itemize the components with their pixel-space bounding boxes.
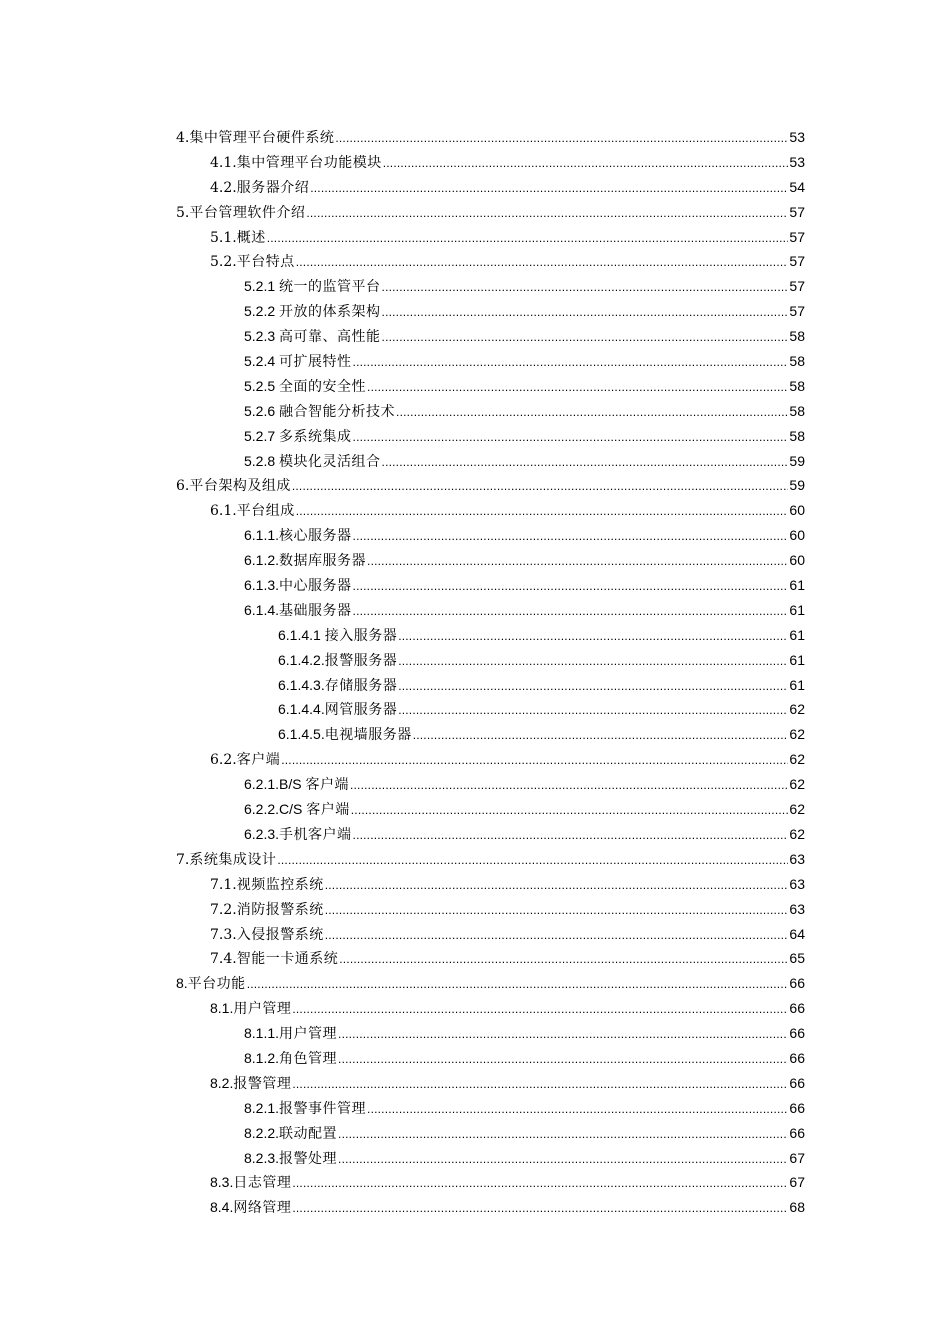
toc-entry[interactable] (0, 274, 950, 299)
toc-entry-page: 58 (789, 427, 805, 444)
toc-entry-page: 60 (789, 502, 805, 519)
toc-entry-number: 8.1.2. (244, 1049, 280, 1066)
toc-entry[interactable] (0, 225, 950, 250)
toc-dot-leader (383, 151, 789, 176)
toc-entry[interactable] (0, 922, 950, 947)
toc-entry[interactable] (0, 175, 950, 200)
toc-dot-leader (292, 1072, 788, 1097)
toc-entry-title: 存储服务器 (324, 677, 398, 694)
toc-entry-title: 报警管理 (233, 1075, 292, 1092)
toc-dot-leader (292, 1171, 788, 1196)
toc-entry-number: 4. (176, 130, 190, 146)
toc-dot-leader (338, 1122, 788, 1147)
toc-entry-title: 智能一卡通系统 (236, 951, 339, 968)
toc-entry[interactable] (0, 299, 950, 324)
toc-entry-title: 手机客户端 (279, 826, 352, 843)
toc-entry-number: 7. (176, 851, 190, 868)
toc-dot-leader (367, 549, 788, 574)
toc-dot-leader (367, 375, 788, 400)
toc-entry[interactable] (0, 200, 950, 225)
toc-entry[interactable] (0, 1021, 950, 1046)
toc-entry-number: 5. (176, 204, 190, 221)
toc-entry[interactable] (0, 1046, 950, 1071)
toc-entry-number: 6. (176, 478, 190, 495)
toc-entry-number: 5.2.1 (244, 278, 280, 295)
toc-entry-page: 54 (789, 178, 805, 195)
toc-entry-title: 报警处理 (279, 1150, 338, 1167)
toc-entry-page: 67 (789, 1174, 805, 1191)
table-of-contents (0, 125, 950, 1220)
toc-entry[interactable] (0, 872, 950, 897)
toc-dot-leader (413, 723, 789, 748)
toc-entry[interactable] (0, 349, 950, 374)
toc-entry[interactable] (0, 523, 950, 548)
toc-entry-page: 61 (789, 601, 805, 618)
toc-entry-page: 66 (789, 1074, 805, 1091)
toc-entry-title: 平台组成 (236, 503, 295, 520)
toc-entry-title: 融合智能分析技术 (279, 403, 396, 420)
toc-entry[interactable] (0, 1096, 950, 1121)
toc-entry-number: 6.2.1.B/S (244, 776, 306, 793)
toc-dot-leader (382, 450, 789, 475)
toc-entry[interactable] (0, 847, 950, 872)
toc-dot-leader (338, 1047, 788, 1072)
toc-dot-leader (339, 947, 788, 972)
toc-entry-page: 60 (789, 527, 805, 544)
toc-entry-title: 核心服务器 (279, 528, 352, 545)
toc-entry-page: 66 (789, 1025, 805, 1042)
toc-entry-number: 6.1.4. (244, 601, 280, 618)
toc-entry-number: 6.2.3. (244, 825, 280, 842)
toc-entry-title: 数据库服务器 (279, 553, 367, 570)
toc-dot-leader (353, 599, 789, 624)
toc-entry-title: 平台特点 (236, 254, 295, 271)
toc-entry-number: 8.3. (210, 1174, 234, 1191)
toc-entry[interactable] (0, 747, 950, 772)
toc-entry-page: 65 (789, 950, 805, 967)
toc-dot-leader (350, 773, 788, 798)
toc-entry-number: 7.2. (210, 901, 237, 918)
toc-entry[interactable] (0, 473, 950, 498)
toc-entry-number: 6.2.2.C/S (244, 801, 307, 818)
toc-entry-title: 视频监控系统 (236, 876, 324, 893)
toc-entry-number: 5.2.3 (244, 328, 280, 345)
toc-entry-number: 5.2.6 (244, 402, 280, 419)
toc-entry-page: 62 (789, 751, 805, 768)
toc-entry-page: 58 (789, 328, 805, 345)
toc-entry[interactable] (0, 797, 950, 822)
toc-entry-page: 62 (789, 801, 805, 818)
toc-dot-leader (267, 226, 789, 251)
toc-entry-page: 66 (789, 975, 805, 992)
toc-entry-page: 57 (789, 228, 805, 245)
toc-dot-leader (296, 499, 789, 524)
toc-dot-leader (277, 848, 788, 873)
toc-dot-leader (396, 400, 788, 425)
toc-entry-title: 中心服务器 (279, 578, 352, 595)
toc-entry-number: 5.1. (210, 229, 237, 246)
toc-entry-number: 4.1. (210, 154, 237, 171)
toc-entry-title: 消防报警系统 (236, 901, 324, 918)
toc-entry[interactable] (0, 573, 950, 598)
toc-dot-leader (398, 674, 788, 699)
toc-entry-title: 网管服务器 (324, 702, 398, 719)
toc-dot-leader (325, 898, 789, 923)
toc-entry[interactable] (0, 449, 950, 474)
toc-entry-number: 7.3. (210, 926, 237, 943)
toc-entry[interactable] (0, 1071, 950, 1096)
toc-dot-leader (292, 474, 789, 499)
toc-entry-number: 7.1. (210, 876, 237, 893)
toc-entry-page: 58 (789, 377, 805, 394)
toc-dot-leader (353, 574, 789, 599)
toc-entry[interactable] (0, 324, 950, 349)
toc-entry-page: 57 (789, 253, 805, 270)
toc-entry-number: 6.1.4.5. (278, 726, 325, 743)
toc-entry-title: 报警服务器 (324, 652, 398, 669)
toc-entry-title: 客户端 (236, 752, 281, 769)
toc-entry-number: 6.1.4.2. (278, 651, 325, 668)
toc-dot-leader (367, 1097, 788, 1122)
toc-entry-page: 60 (789, 552, 805, 569)
toc-entry[interactable] (0, 1195, 950, 1220)
toc-entry-page: 61 (789, 651, 805, 668)
toc-entry-title: 统一的监管平台 (279, 279, 381, 296)
toc-dot-leader (353, 524, 789, 549)
toc-entry-page: 57 (789, 278, 805, 295)
toc-dot-leader (247, 972, 789, 997)
toc-entry[interactable] (0, 1121, 950, 1146)
toc-entry-title: 入侵报警系统 (236, 926, 324, 943)
toc-entry-number: 5.2.4 (244, 353, 280, 370)
toc-entry-title: 概述 (236, 229, 266, 246)
toc-entry-page: 67 (789, 1149, 805, 1166)
toc-entry-number: 4.2. (210, 179, 237, 196)
toc-entry-number: 8.2. (210, 1074, 234, 1091)
toc-dot-leader (382, 325, 789, 350)
toc-entry-title: 用户管理 (279, 1026, 338, 1043)
toc-dot-leader (292, 997, 788, 1022)
toc-entry-page: 66 (789, 1099, 805, 1116)
toc-entry-page: 64 (789, 925, 805, 942)
toc-entry-page: 58 (789, 402, 805, 419)
toc-entry-number: 8. (176, 975, 188, 992)
toc-entry-number: 5.2.8 (244, 452, 280, 469)
toc-entry-title: 系统集成设计 (189, 851, 277, 868)
toc-entry[interactable] (0, 598, 950, 623)
toc-entry-title: 开放的体系架构 (279, 304, 381, 321)
toc-entry-page: 68 (789, 1199, 805, 1216)
toc-entry-title: 多系统集成 (279, 428, 352, 445)
toc-entry-page: 63 (789, 900, 805, 917)
toc-entry-title: 基础服务器 (279, 602, 352, 619)
toc-entry-title: 网络管理 (233, 1200, 292, 1217)
toc-entry[interactable] (0, 249, 950, 274)
toc-entry[interactable] (0, 722, 950, 747)
toc-entry-title: 客户端 (306, 802, 350, 819)
toc-entry[interactable] (0, 125, 950, 150)
toc-entry-page: 61 (789, 676, 805, 693)
toc-entry[interactable] (0, 996, 950, 1021)
toc-dot-leader (338, 1022, 788, 1047)
toc-entry-number: 6.1. (210, 503, 237, 520)
toc-dot-leader (351, 798, 789, 823)
toc-entry-title: 用户管理 (233, 1001, 292, 1018)
toc-entry-page: 61 (789, 626, 805, 643)
toc-entry-number: 8.2.3. (244, 1149, 280, 1166)
toc-entry-number: 5.2.2 (244, 303, 280, 320)
toc-dot-leader (382, 300, 789, 325)
toc-entry-number: 8.1. (210, 1000, 234, 1017)
toc-entry-page: 62 (789, 726, 805, 743)
toc-dot-leader (382, 275, 789, 300)
toc-entry-number: 8.4. (210, 1199, 234, 1216)
toc-entry[interactable] (0, 673, 950, 698)
toc-entry[interactable] (0, 150, 950, 175)
toc-entry[interactable] (0, 971, 950, 996)
toc-entry-page: 66 (789, 1124, 805, 1141)
toc-entry-page: 57 (789, 203, 805, 220)
toc-dot-leader (281, 748, 788, 773)
toc-entry-page: 63 (789, 875, 805, 892)
toc-entry-page: 53 (789, 153, 805, 170)
toc-entry-title: 角色管理 (279, 1050, 338, 1067)
toc-dot-leader (398, 624, 788, 649)
toc-dot-leader (398, 698, 788, 723)
toc-entry-page: 62 (789, 825, 805, 842)
toc-entry-title: 集中管理平台功能模块 (236, 154, 382, 171)
toc-entry[interactable] (0, 822, 950, 847)
toc-entry[interactable] (0, 424, 950, 449)
toc-entry[interactable] (0, 498, 950, 523)
toc-entry-number: 6.1.3. (244, 577, 280, 594)
toc-entry-number: 8.2.2. (244, 1124, 280, 1141)
toc-entry-title: 可扩展特性 (279, 354, 352, 371)
toc-dot-leader (325, 923, 789, 948)
toc-dot-leader (338, 1147, 788, 1172)
toc-entry[interactable] (0, 399, 950, 424)
toc-entry[interactable] (0, 772, 950, 797)
toc-entry-title: 接入服务器 (324, 627, 398, 644)
toc-entry-number: 6.1.4.3. (278, 676, 325, 693)
toc-entry-number: 6.1.1. (244, 527, 280, 544)
toc-entry-number: 6.1.4.1 (278, 626, 325, 643)
toc-entry-page: 57 (789, 303, 805, 320)
toc-entry-page: 62 (789, 776, 805, 793)
toc-entry-number: 8.1.1. (244, 1025, 280, 1042)
toc-dot-leader (292, 1196, 788, 1221)
toc-dot-leader (398, 649, 788, 674)
toc-dot-leader (310, 176, 788, 201)
toc-entry-title: 平台架构及组成 (189, 478, 291, 495)
toc-entry-page: 61 (789, 577, 805, 594)
toc-entry-number: 8.2.1. (244, 1099, 280, 1116)
toc-dot-leader (353, 425, 789, 450)
toc-entry-title: 报警事件管理 (279, 1100, 367, 1117)
toc-entry[interactable] (0, 1170, 950, 1195)
toc-entry-number: 6.2. (210, 752, 237, 769)
toc-entry-page: 58 (789, 353, 805, 370)
toc-entry-number: 5.2.5 (244, 377, 280, 394)
toc-entry-page: 59 (789, 452, 805, 469)
toc-entry[interactable] (0, 946, 950, 971)
toc-entry-title: 模块化灵活组合 (279, 453, 381, 470)
toc-entry-title: 客户端 (305, 777, 349, 794)
toc-entry-title: 电视墙服务器 (324, 727, 412, 744)
toc-entry-number: 7.4. (210, 951, 237, 968)
toc-entry-page: 66 (789, 1049, 805, 1066)
toc-entry-title: 集中管理平台硬件系统 (189, 130, 335, 146)
toc-entry-page: 53 (789, 129, 805, 145)
toc-entry-number: 5.2. (210, 254, 237, 271)
toc-entry-title: 联动配置 (279, 1125, 338, 1142)
toc-entry-number: 6.1.2. (244, 552, 280, 569)
toc-entry[interactable] (0, 697, 950, 722)
toc-dot-leader (353, 823, 789, 848)
toc-dot-leader (325, 873, 789, 898)
toc-entry-number: 6.1.4.4. (278, 701, 325, 718)
toc-entry[interactable] (0, 897, 950, 922)
toc-entry-page: 63 (789, 850, 805, 867)
toc-entry-title: 日志管理 (233, 1175, 292, 1192)
toc-entry[interactable] (0, 623, 950, 648)
toc-entry-title: 高可靠、高性能 (279, 329, 381, 346)
toc-entry-page: 62 (789, 701, 805, 718)
toc-entry[interactable] (0, 1146, 950, 1171)
toc-entry-title: 服务器介绍 (236, 179, 310, 196)
toc-entry-page: 66 (789, 1000, 805, 1017)
toc-dot-leader (296, 250, 789, 275)
toc-entry-title: 平台管理软件介绍 (189, 204, 306, 221)
toc-dot-leader (353, 350, 789, 375)
toc-entry-number: 5.2.7 (244, 427, 280, 444)
toc-entry-title: 全面的安全性 (279, 378, 367, 395)
toc-entry-page: 59 (789, 477, 805, 494)
toc-dot-leader (306, 201, 788, 226)
toc-entry[interactable] (0, 374, 950, 399)
toc-entry[interactable] (0, 548, 950, 573)
toc-entry[interactable] (0, 648, 950, 673)
toc-dot-leader (335, 126, 788, 151)
toc-entry-title: 平台功能 (187, 976, 246, 993)
